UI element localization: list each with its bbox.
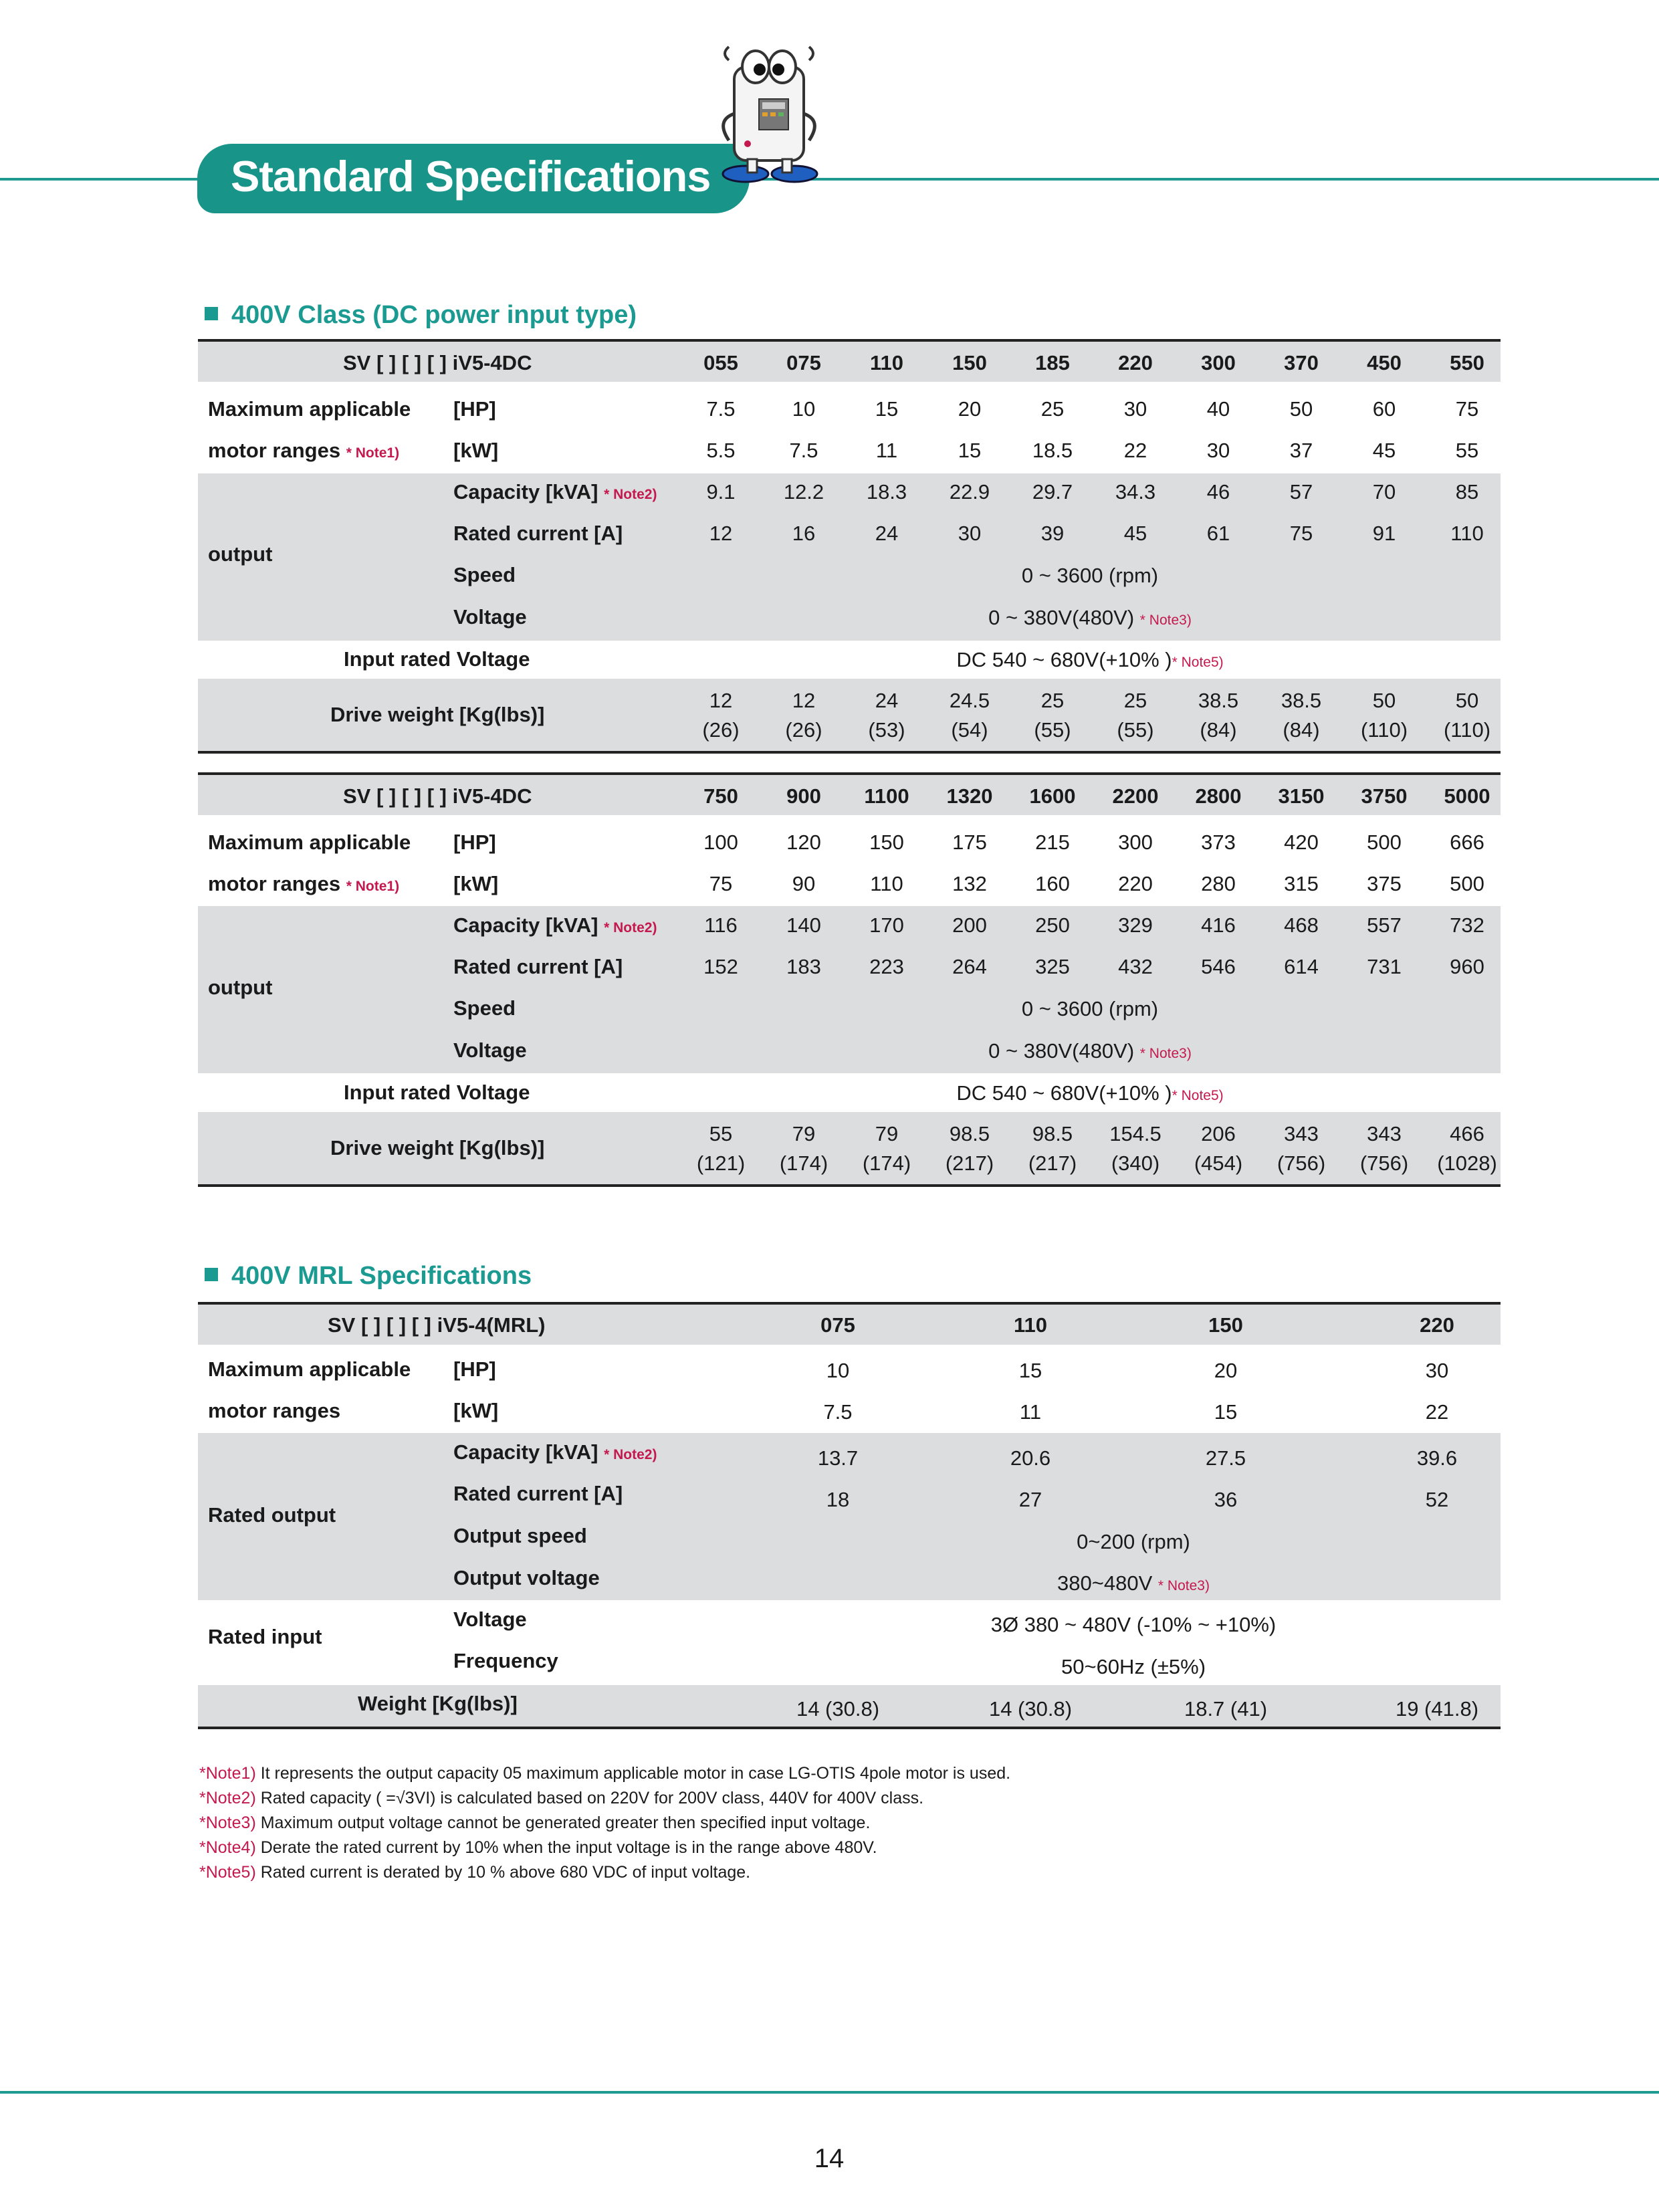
kva-cell: 70 xyxy=(1372,480,1396,504)
weight-lbs-cell: (84) xyxy=(1283,718,1320,742)
capacity-text: Capacity [kVA] xyxy=(453,1440,598,1464)
row-label-speed: Speed xyxy=(453,996,516,1020)
kva-cell: 12.2 xyxy=(783,480,824,504)
row-label-output-voltage: Output voltage xyxy=(453,1566,600,1589)
kw-cell: 7.5 xyxy=(789,439,818,462)
note3-ref: * Note3) xyxy=(1157,1578,1210,1593)
kva-cell: 557 xyxy=(1367,913,1402,937)
weight-lbs-cell: (1028) xyxy=(1437,1151,1497,1175)
kw-cell: 11 xyxy=(875,439,898,462)
weight-kg-cell: 343 xyxy=(1284,1122,1319,1145)
output-voltage-value xyxy=(1057,1573,1210,1593)
kva-cell: 20.6 xyxy=(1010,1446,1051,1470)
weight-lbs-cell: (174) xyxy=(779,1151,828,1175)
row-label-weight: Weight [Kg(lbs)] xyxy=(358,1692,518,1715)
section-title-dc-text: 400V Class (DC power input type) xyxy=(231,301,637,329)
row-label-speed: Speed xyxy=(453,563,516,586)
kva-cell: 9.1 xyxy=(706,480,736,504)
row-label-voltage: Voltage xyxy=(453,1038,527,1062)
footnote-tag: *Note5) xyxy=(199,1863,256,1882)
weight-lbs-cell: (54) xyxy=(951,718,988,742)
footnote xyxy=(199,1864,750,1881)
voltage-value-text: 0 ~ 380V(480V) xyxy=(988,606,1135,629)
rated-current-cell: 18 xyxy=(826,1488,850,1511)
model-header-cell: 2200 xyxy=(1112,784,1159,808)
model-header-cell: 750 xyxy=(703,784,738,808)
weight-lbs-cell: (756) xyxy=(1359,1151,1409,1175)
weight-kg-cell: 79 xyxy=(875,1122,899,1145)
kva-cell: 34.3 xyxy=(1115,480,1156,504)
row-label-rated-current: Rated current [A] xyxy=(453,955,623,978)
hp-cell: 420 xyxy=(1284,831,1319,854)
footnote-tag: *Note3) xyxy=(199,1813,256,1832)
weight-lbs-cell: (217) xyxy=(1028,1151,1077,1175)
rated-current-cell: 75 xyxy=(1289,522,1313,545)
speed-value: 0 ~ 3600 (rpm) xyxy=(1021,564,1159,587)
model-header-cell: 185 xyxy=(1035,351,1070,374)
weight-lbs-cell: (454) xyxy=(1194,1151,1243,1175)
weight-lbs-cell: (110) xyxy=(1360,718,1408,742)
weight-kg-cell: 466 xyxy=(1450,1122,1484,1145)
rated-current-cell: 731 xyxy=(1367,955,1402,978)
row-label-output: output xyxy=(208,976,273,999)
page-number: 14 xyxy=(814,2144,845,2173)
weight-kg-cell: 25 xyxy=(1040,689,1065,712)
frequency-value: 50~60Hz (±5%) xyxy=(1061,1655,1206,1678)
footnote-text: It represents the output capacity 05 maximum applicable motor in case LG-OTIS 4pole motor is used. xyxy=(255,1764,1011,1783)
weight-lbs-cell: (55) xyxy=(1117,718,1154,742)
row-label-rated-input: Rated input xyxy=(208,1625,322,1648)
weight-kg-cell: 343 xyxy=(1367,1122,1402,1145)
kva-cell: 468 xyxy=(1284,913,1319,937)
voltage-value-text: 0 ~ 380V(480V) xyxy=(988,1039,1135,1063)
weight-kg-cell: 38.5 xyxy=(1281,689,1322,712)
model-header-cell: 450 xyxy=(1367,351,1402,374)
row-label-rated-output: Rated output xyxy=(208,1503,336,1527)
hp-cell: 500 xyxy=(1367,831,1402,854)
hp-cell: 120 xyxy=(786,831,821,854)
row-label-drive-weight: Drive weight [Kg(lbs)] xyxy=(330,703,545,726)
weight-cell: 14 (30.8) xyxy=(796,1697,880,1721)
rated-current-cell: 960 xyxy=(1450,955,1484,978)
kw-cell: 160 xyxy=(1035,872,1070,895)
weight-cell: 18.7 (41) xyxy=(1184,1697,1268,1721)
kva-cell: 85 xyxy=(1455,480,1479,504)
unit-hp: [HP] xyxy=(453,831,496,854)
kva-cell: 732 xyxy=(1450,913,1484,937)
weight-cell: 19 (41.8) xyxy=(1395,1697,1479,1721)
row-label-max-motor: Maximum applicable xyxy=(208,1357,411,1381)
rated-current-cell: 546 xyxy=(1201,955,1236,978)
weight-kg-cell: 206 xyxy=(1201,1122,1236,1145)
weight-lbs-cell: (53) xyxy=(868,718,905,742)
kva-cell: 18.3 xyxy=(866,480,907,504)
unit-hp: [HP] xyxy=(453,397,496,421)
weight-kg-cell: 50 xyxy=(1372,689,1396,712)
motor-ranges-text: motor ranges xyxy=(208,439,341,462)
kw-cell: 18.5 xyxy=(1032,439,1073,462)
weight-lbs-cell: (174) xyxy=(862,1151,911,1175)
row-label-motor-ranges xyxy=(208,440,399,461)
rated-current-cell: 36 xyxy=(1214,1488,1238,1511)
speed-value: 0 ~ 3600 (rpm) xyxy=(1021,997,1159,1020)
weight-lbs-cell: (121) xyxy=(696,1151,746,1175)
kw-cell: 90 xyxy=(792,872,816,895)
kw-cell: 15 xyxy=(958,439,982,462)
row-label-input-voltage: Input rated Voltage xyxy=(344,1081,530,1104)
model-header-cell: 220 xyxy=(1118,351,1153,374)
hp-cell: 100 xyxy=(703,831,738,854)
table-rule xyxy=(198,1727,1501,1729)
weight-kg-cell: 24.5 xyxy=(949,689,990,712)
row-label-max-motor: Maximum applicable xyxy=(208,397,411,421)
kw-cell: 15 xyxy=(1214,1400,1238,1424)
hp-cell: 60 xyxy=(1372,397,1396,421)
weight-lbs-cell: (26) xyxy=(785,718,822,742)
hp-cell: 10 xyxy=(826,1359,850,1382)
note5-ref: * Note5) xyxy=(1172,655,1224,670)
hp-cell: 30 xyxy=(1123,397,1147,421)
row-label-rated-current: Rated current [A] xyxy=(453,1482,623,1505)
rated-current-cell: 264 xyxy=(952,955,987,978)
note1-ref: * Note1) xyxy=(346,879,400,894)
rated-current-cell: 27 xyxy=(1018,1488,1042,1511)
input-voltage-text: DC 540 ~ 680V(+10% ) xyxy=(956,1081,1172,1105)
model-label: SV [ ] [ ] [ ] iV5-4DC xyxy=(343,351,532,374)
unit-kw: [kW] xyxy=(453,872,499,895)
input-voltage-text: DC 540 ~ 680V(+10% ) xyxy=(956,648,1172,671)
hp-cell: 215 xyxy=(1035,831,1070,854)
input-voltage-value xyxy=(956,1083,1223,1103)
kva-cell: 39.6 xyxy=(1416,1446,1458,1470)
model-header-cell: 110 xyxy=(869,351,904,374)
section-title-mrl xyxy=(205,1262,532,1291)
weight-lbs-cell: (84) xyxy=(1200,718,1237,742)
model-label: SV [ ] [ ] [ ] iV5-4(MRL) xyxy=(328,1313,546,1337)
row-label-max-motor: Maximum applicable xyxy=(208,831,411,854)
motor-ranges-text: motor ranges xyxy=(208,872,341,895)
row-label-capacity xyxy=(453,1442,657,1462)
weight-kg-cell: 12 xyxy=(709,689,733,712)
kw-cell: 22 xyxy=(1123,439,1147,462)
rated-current-cell: 52 xyxy=(1425,1488,1449,1511)
hp-cell: 175 xyxy=(952,831,987,854)
note2-ref: * Note2) xyxy=(604,920,657,935)
model-header-cell: 1320 xyxy=(946,784,993,808)
model-header-cell: 075 xyxy=(820,1313,855,1337)
weight-kg-cell: 24 xyxy=(875,689,899,712)
note1-ref: * Note1) xyxy=(346,445,400,461)
weight-lbs-cell: (110) xyxy=(1443,718,1491,742)
model-header-cell: 2800 xyxy=(1195,784,1242,808)
footnote xyxy=(199,1815,870,1832)
unit-kw: [kW] xyxy=(453,439,499,462)
model-header-cell: 1100 xyxy=(864,784,909,808)
model-header-cell: 150 xyxy=(952,351,987,374)
kw-cell: 37 xyxy=(1289,439,1313,462)
rated-current-cell: 61 xyxy=(1206,522,1230,545)
row-label-drive-weight: Drive weight [Kg(lbs)] xyxy=(330,1136,545,1159)
rated-current-cell: 45 xyxy=(1123,522,1147,545)
page-title: Standard Specifications xyxy=(231,152,711,201)
footnote-text: Maximum output voltage cannot be generated greater then specified input voltage. xyxy=(255,1813,871,1832)
unit-kw: [kW] xyxy=(453,1399,499,1422)
kva-cell: 57 xyxy=(1289,480,1313,504)
hp-cell: 75 xyxy=(1455,397,1479,421)
hp-cell: 15 xyxy=(875,397,899,421)
weight-kg-cell: 12 xyxy=(792,689,816,712)
rated-current-cell: 183 xyxy=(786,955,821,978)
note2-ref: * Note2) xyxy=(604,1447,657,1462)
weight-kg-cell: 98.5 xyxy=(1032,1122,1073,1145)
model-header-cell: 1600 xyxy=(1029,784,1076,808)
kva-cell: 170 xyxy=(869,913,904,937)
row-label-motor-ranges xyxy=(208,873,399,894)
weight-kg-cell: 55 xyxy=(709,1122,733,1145)
kw-cell: 375 xyxy=(1367,872,1402,895)
model-header-cell: 3750 xyxy=(1361,784,1408,808)
hp-cell: 30 xyxy=(1425,1359,1449,1382)
kva-cell: 329 xyxy=(1118,913,1153,937)
weight-lbs-cell: (756) xyxy=(1277,1151,1326,1175)
kw-cell: 30 xyxy=(1206,439,1230,462)
rated-current-cell: 110 xyxy=(1450,522,1484,545)
voltage-value xyxy=(988,1040,1192,1061)
footnote-tag: *Note2) xyxy=(199,1789,256,1807)
weight-lbs-cell: (217) xyxy=(945,1151,994,1175)
kva-cell: 416 xyxy=(1201,913,1236,937)
kva-cell: 13.7 xyxy=(817,1446,859,1470)
kva-cell: 200 xyxy=(952,913,987,937)
square-bullet-icon xyxy=(205,1268,218,1281)
hp-cell: 300 xyxy=(1118,831,1153,854)
output-speed-value: 0~200 (rpm) xyxy=(1077,1530,1190,1553)
footnote-tag: *Note4) xyxy=(199,1838,256,1857)
footnote xyxy=(199,1840,877,1856)
table-rule xyxy=(198,1184,1501,1187)
weight-lbs-cell: (26) xyxy=(702,718,740,742)
model-header-cell: 900 xyxy=(786,784,821,808)
model-header-cell: 3150 xyxy=(1278,784,1325,808)
kva-cell: 27.5 xyxy=(1205,1446,1246,1470)
rated-current-cell: 152 xyxy=(703,955,738,978)
footer-rule xyxy=(0,2091,1659,2094)
rated-current-cell: 12 xyxy=(709,522,733,545)
rated-current-cell: 432 xyxy=(1118,955,1153,978)
hp-cell: 25 xyxy=(1040,397,1065,421)
weight-kg-cell: 154.5 xyxy=(1109,1122,1162,1145)
note5-ref: * Note5) xyxy=(1172,1088,1224,1103)
section-title-mrl-text: 400V MRL Specifications xyxy=(231,1262,532,1290)
hp-cell: 10 xyxy=(792,397,816,421)
weight-kg-cell: 25 xyxy=(1123,689,1147,712)
voltage-value xyxy=(988,607,1192,628)
kva-cell: 29.7 xyxy=(1032,480,1073,504)
hp-cell: 7.5 xyxy=(706,397,736,421)
model-header-cell: 5000 xyxy=(1444,784,1490,808)
footnote-text: Rated current is derated by 10 % above 680 VDC of input voltage. xyxy=(255,1863,751,1882)
input-voltage-value xyxy=(956,649,1223,670)
weight-kg-cell: 50 xyxy=(1455,689,1479,712)
model-header-cell: 110 xyxy=(1013,1313,1048,1337)
kw-cell: 315 xyxy=(1284,872,1319,895)
row-label-rated-current: Rated current [A] xyxy=(453,522,623,545)
weight-lbs-cell: (55) xyxy=(1034,718,1071,742)
weight-kg-cell: 98.5 xyxy=(949,1122,990,1145)
weight-kg-cell: 79 xyxy=(792,1122,816,1145)
model-label: SV [ ] [ ] [ ] iV5-4DC xyxy=(343,784,532,808)
kw-cell: 220 xyxy=(1118,872,1153,895)
note3-ref: * Note3) xyxy=(1139,1046,1192,1061)
footnote-text: Derate the rated current by 10% when the input voltage is in the range above 480V. xyxy=(255,1838,877,1857)
kw-cell: 55 xyxy=(1455,439,1479,462)
kw-cell: 45 xyxy=(1372,439,1396,462)
input-voltage-value: 3Ø 380 ~ 480V (-10% ~ +10%) xyxy=(990,1613,1277,1636)
kva-cell: 116 xyxy=(704,913,738,937)
hp-cell: 373 xyxy=(1201,831,1236,854)
weight-cell: 14 (30.8) xyxy=(988,1697,1073,1721)
kw-cell: 5.5 xyxy=(706,439,736,462)
row-label-capacity xyxy=(453,915,657,935)
model-header-cell: 055 xyxy=(703,351,738,374)
kw-cell: 75 xyxy=(709,872,733,895)
kva-cell: 22.9 xyxy=(949,480,990,504)
square-bullet-icon xyxy=(205,307,218,320)
kw-cell: 7.5 xyxy=(823,1400,853,1424)
footnote xyxy=(199,1790,923,1807)
kw-cell: 110 xyxy=(870,872,903,895)
model-header-cell: 150 xyxy=(1208,1313,1243,1337)
row-label-frequency: Frequency xyxy=(453,1649,558,1672)
hp-cell: 40 xyxy=(1206,397,1230,421)
kw-cell: 11 xyxy=(1019,1400,1042,1424)
row-label-input-voltage: Input rated Voltage xyxy=(344,647,530,671)
row-label-voltage: Voltage xyxy=(453,605,527,629)
inverter-mascot-icon xyxy=(709,40,829,184)
row-label-input-voltage: Voltage xyxy=(453,1608,527,1631)
table-rule xyxy=(198,751,1501,754)
rated-current-cell: 30 xyxy=(958,522,982,545)
kva-cell: 250 xyxy=(1035,913,1070,937)
hp-cell: 150 xyxy=(869,831,904,854)
kw-cell: 500 xyxy=(1450,872,1484,895)
output-voltage-text: 380~480V xyxy=(1057,1571,1153,1595)
rated-current-cell: 223 xyxy=(869,955,904,978)
footnote-tag: *Note1) xyxy=(199,1764,256,1783)
hp-cell: 15 xyxy=(1018,1359,1042,1382)
kva-cell: 140 xyxy=(786,913,821,937)
capacity-text: Capacity [kVA] xyxy=(453,913,598,937)
rated-current-cell: 325 xyxy=(1035,955,1070,978)
rated-current-cell: 24 xyxy=(875,522,899,545)
note3-ref: * Note3) xyxy=(1139,613,1192,628)
model-header-cell: 220 xyxy=(1420,1313,1454,1337)
rated-current-cell: 16 xyxy=(792,522,816,545)
kva-cell: 46 xyxy=(1206,480,1230,504)
model-header-cell: 550 xyxy=(1450,351,1484,374)
hp-cell: 666 xyxy=(1450,831,1484,854)
hp-cell: 50 xyxy=(1289,397,1313,421)
row-label-output: output xyxy=(208,542,273,566)
footnote-text: Rated capacity ( =√3VI) is calculated based on 220V for 200V class, 440V for 400V class. xyxy=(255,1789,924,1807)
weight-lbs-cell: (340) xyxy=(1111,1151,1160,1175)
rated-current-cell: 91 xyxy=(1372,522,1396,545)
note2-ref: * Note2) xyxy=(604,487,657,502)
unit-hp: [HP] xyxy=(453,1357,496,1381)
kw-cell: 22 xyxy=(1425,1400,1449,1424)
kw-cell: 280 xyxy=(1201,872,1236,895)
weight-kg-cell: 38.5 xyxy=(1198,689,1239,712)
model-header-cell: 300 xyxy=(1201,351,1236,374)
model-header-cell: 075 xyxy=(786,351,821,374)
row-label-capacity xyxy=(453,481,657,502)
rated-current-cell: 39 xyxy=(1040,522,1065,545)
hp-cell: 20 xyxy=(1214,1359,1238,1382)
rated-current-cell: 614 xyxy=(1284,955,1319,978)
capacity-text: Capacity [kVA] xyxy=(453,480,598,504)
hp-cell: 20 xyxy=(958,397,982,421)
kw-cell: 132 xyxy=(952,872,987,895)
row-label-output-speed: Output speed xyxy=(453,1524,587,1547)
model-header-cell: 370 xyxy=(1284,351,1319,374)
footnote xyxy=(199,1765,1010,1782)
section-title-dc xyxy=(205,301,637,330)
row-label-motor-ranges: motor ranges xyxy=(208,1399,341,1422)
